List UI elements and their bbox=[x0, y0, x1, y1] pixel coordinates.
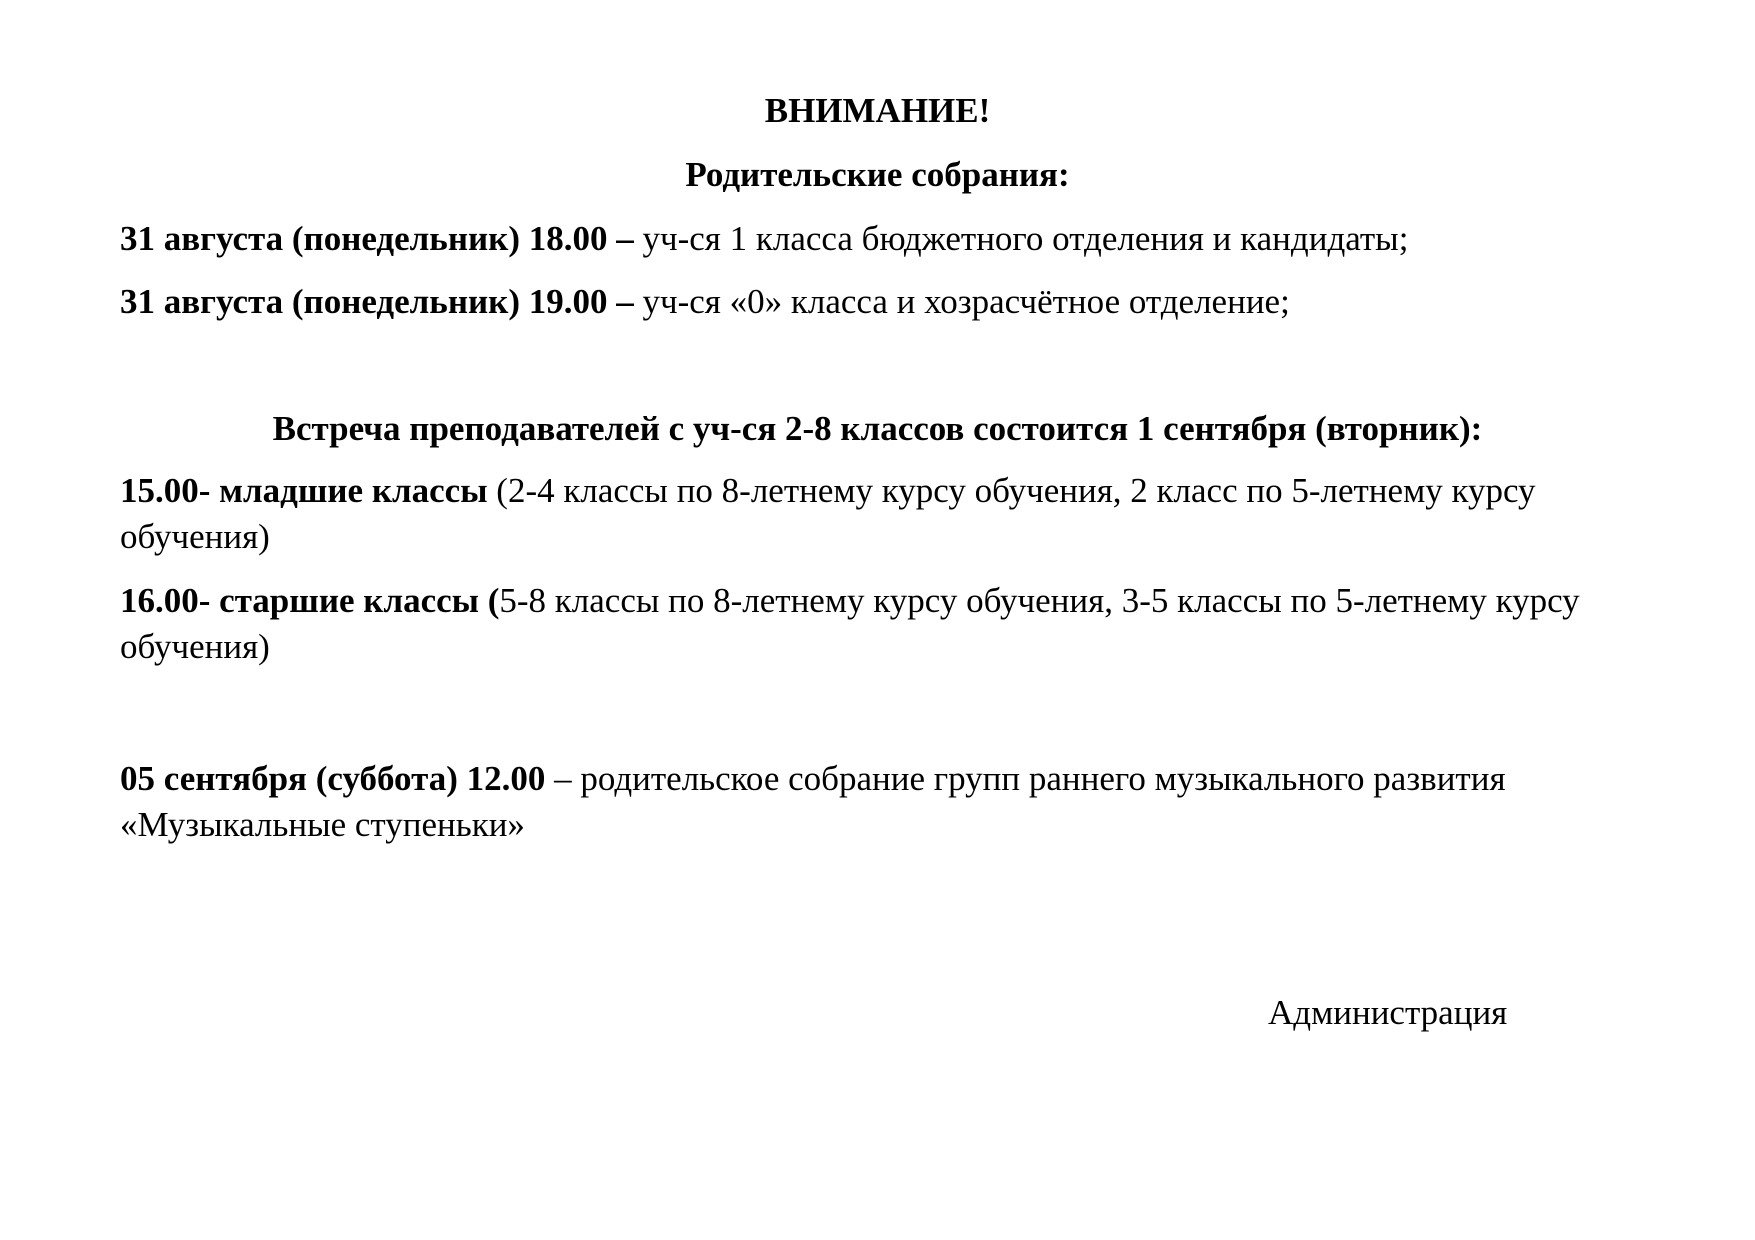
session-details: (2-4 классы по 8-летнему курсу обучения, 2 класс по 5-летнему курсу обучения) bbox=[120, 471, 1536, 556]
early-music-meeting bbox=[120, 756, 1640, 848]
meeting-audience: уч-ся «0» класса и хозрасчётное отделение; bbox=[633, 282, 1290, 321]
early-music-details: – родительское собрание групп раннего музыкального развития «Музыкальные ступеньки» bbox=[120, 759, 1506, 844]
session-details: 5-8 классы по 8-летнему курсу обучения, 3-5 классы по 5-летнему курсу обучения) bbox=[120, 581, 1580, 666]
meeting-time: 31 августа (понедельник) 18.00 – bbox=[120, 219, 634, 258]
early-music-time: 05 сентября (суббота) 12.00 bbox=[120, 759, 546, 798]
meeting-audience: уч-ся 1 класса бюджетного отделения и кандидаты; bbox=[633, 219, 1409, 258]
teachers-meeting-heading: Встреча преподавателей с уч-ся 2-8 классов состоится 1 сентября (вторник): bbox=[272, 409, 1483, 448]
session-item bbox=[120, 468, 1640, 560]
session-item bbox=[120, 578, 1640, 670]
parent-meetings-heading: Родительские собрания: bbox=[685, 155, 1070, 194]
session-time: 15.00- младшие классы bbox=[120, 471, 488, 510]
session-time: 16.00- старшие классы ( bbox=[120, 581, 500, 620]
meeting-time: 31 августа (понедельник) 19.00 – bbox=[120, 282, 634, 321]
notice-title: ВНИМАНИЕ! bbox=[764, 91, 991, 130]
meeting-item bbox=[120, 216, 1640, 262]
signature: Администрация bbox=[1268, 993, 1508, 1032]
meeting-item bbox=[120, 279, 1640, 325]
